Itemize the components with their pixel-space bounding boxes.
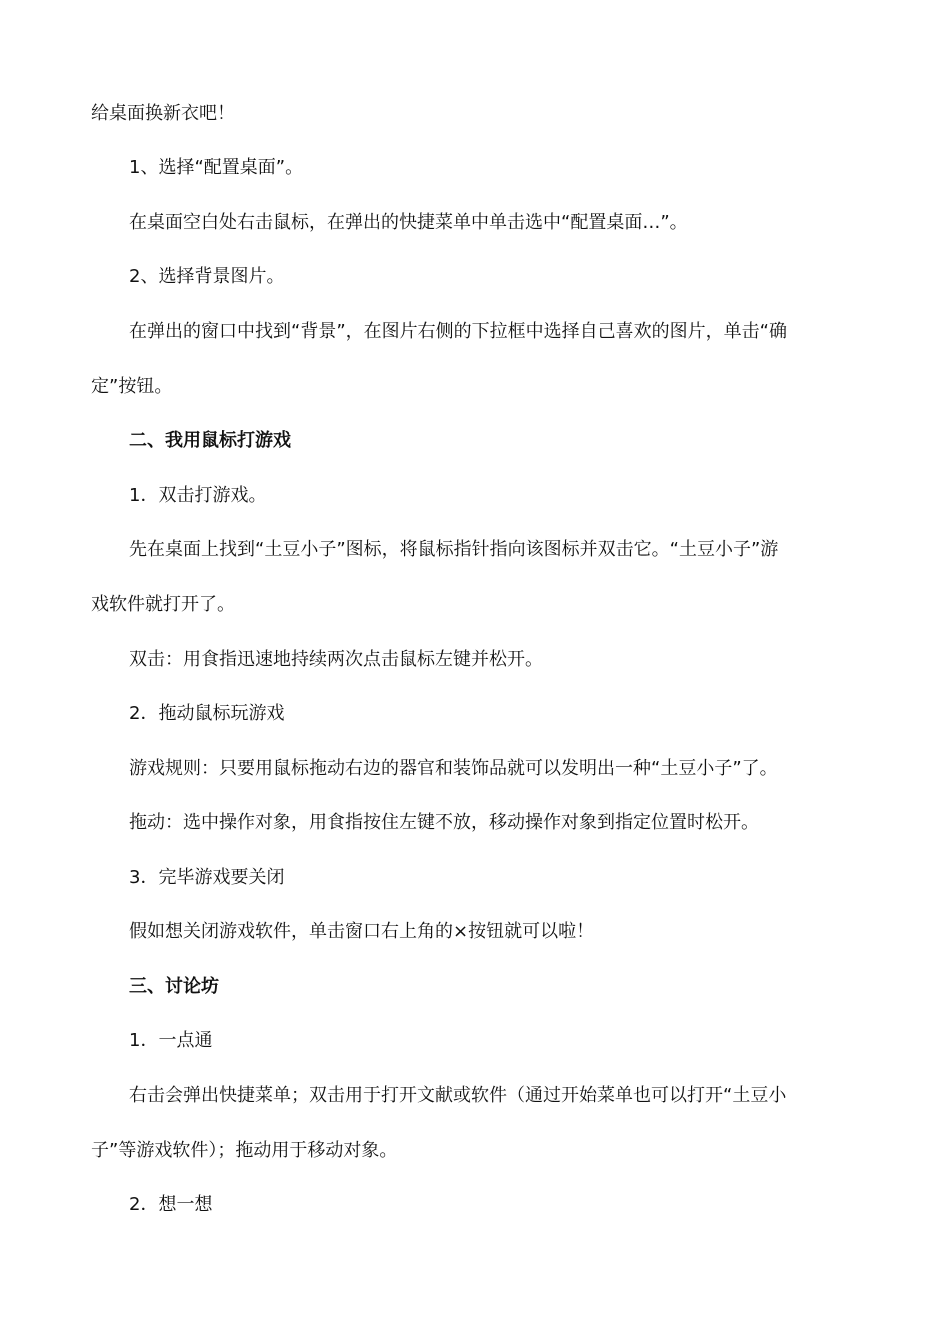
step-heading: 2．想一想 <box>129 1194 213 1215</box>
paragraph-line: 在弹出的窗口中找到“背景”，在图片右侧的下拉框中选择自己喜欢的图片，单击“确 <box>129 321 787 342</box>
step-heading: 1、选择“配置桌面”。 <box>129 157 304 178</box>
step-heading: 2、选择背景图片。 <box>129 266 285 287</box>
paragraph-line: 给桌面换新衣吧！ <box>91 103 235 124</box>
paragraph-line: 拖动：选中操作对象，用食指按住左键不放，移动操作对象到指定位置时松开。 <box>129 812 759 833</box>
paragraph-line: 右击会弹出快捷菜单；双击用于打开文献或软件（通过开始菜单也可以打开“土豆小 <box>129 1085 787 1106</box>
step-heading: 1．双击打游戏。 <box>129 485 267 506</box>
paragraph-line: 先在桌面上找到“土豆小子”图标，将鼠标指针指向该图标并双击它。“土豆小子”游 <box>129 539 779 560</box>
paragraph-line: 在桌面空白处右击鼠标，在弹出的快捷菜单中单击选中“配置桌面…”。 <box>129 212 688 233</box>
paragraph-line: 双击：用食指迅速地持续两次点击鼠标左键并松开。 <box>129 649 543 670</box>
paragraph-line: 游戏规则：只要用鼠标拖动右边的器官和装饰品就可以发明出一种“土豆小子”了。 <box>129 758 778 779</box>
paragraph-line: 戏软件就打开了。 <box>91 594 235 615</box>
step-heading: 2．拖动鼠标玩游戏 <box>129 703 285 724</box>
section-heading: 二、我用鼠标打游戏 <box>129 430 291 451</box>
paragraph-line: 假如想关闭游戏软件，单击窗口右上角的×按钮就可以啦！ <box>129 921 595 942</box>
paragraph-line: 子”等游戏软件）；拖动用于移动对象。 <box>91 1140 398 1161</box>
step-heading: 3．完毕游戏要关闭 <box>129 867 285 888</box>
step-heading: 1．一点通 <box>129 1030 213 1051</box>
section-heading: 三、讨论坊 <box>129 976 219 997</box>
paragraph-line: 定”按钮。 <box>91 376 173 397</box>
